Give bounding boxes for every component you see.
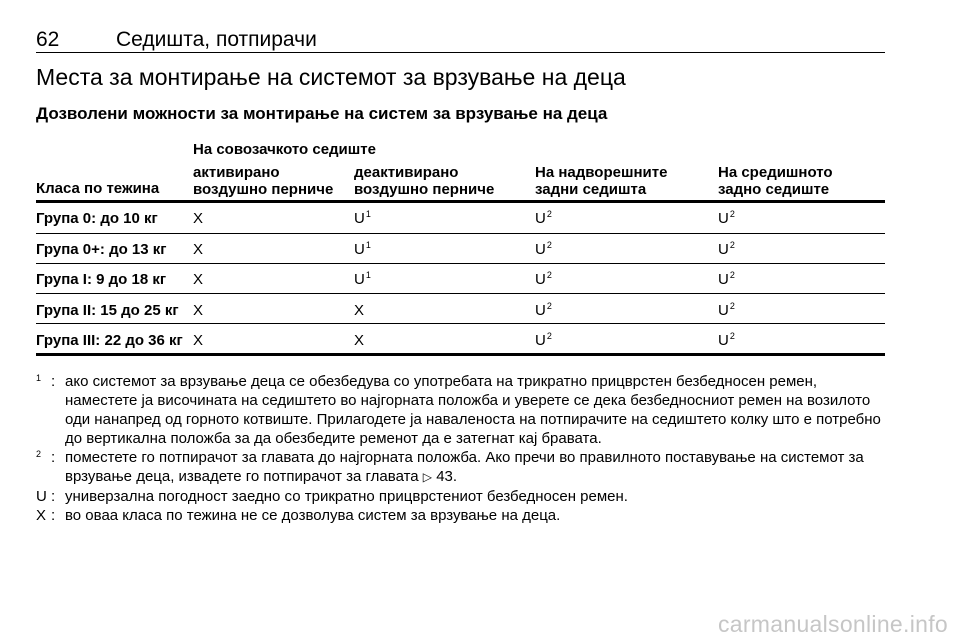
cell-outer-rear: $U^2$ bbox=[535, 331, 552, 349]
row-label: Група 0: до 10 кг bbox=[36, 210, 158, 227]
row-label: Група 0+: до 13 кг bbox=[36, 241, 167, 258]
footnotes bbox=[36, 372, 886, 525]
cell-center-rear: $U^2$ bbox=[718, 209, 735, 227]
cell-airbag-off: $U^1$ bbox=[354, 270, 371, 288]
cell-airbag-off: X bbox=[354, 332, 365, 349]
header-divider bbox=[36, 52, 885, 53]
table-row bbox=[36, 271, 885, 293]
row-divider bbox=[36, 293, 885, 294]
cell-outer-rear: $U^2$ bbox=[535, 301, 552, 319]
cell-airbag-off: X bbox=[354, 302, 365, 319]
table-row bbox=[36, 332, 885, 354]
section-title: Седишта, потпирачи bbox=[116, 28, 317, 51]
table-row bbox=[36, 210, 885, 232]
table-caption: Дозволени можности за монтирање на систем за врзување на деца bbox=[36, 104, 608, 123]
cell-airbag-on: X bbox=[193, 302, 204, 319]
col-header-airbag-off: деактивирано воздушно перниче bbox=[354, 164, 495, 198]
col-header-center-rear: На средишното задно седиште bbox=[718, 164, 833, 198]
seat-group-header: На совозачкото седиште bbox=[193, 141, 376, 158]
row-divider bbox=[36, 323, 885, 324]
page-ref-arrow-icon: ▷ bbox=[422, 470, 433, 484]
table-header-rule bbox=[36, 200, 885, 203]
cell-airbag-off: $U^1$ bbox=[354, 240, 371, 258]
cell-center-rear: $U^2$ bbox=[718, 270, 735, 288]
cell-airbag-on: X bbox=[193, 271, 204, 288]
page-number: 62 bbox=[36, 28, 60, 51]
footnote: $^1$ : ако системот за врзување деца се обезбедува со употребата на трикратно прицврстен безбедносен ремен, наместете ја височината на седиштето во најгорната положба и уверете се дека безбедносниот ремен на возилото оди нанапред од горното котвиште. Прилагодете ја наваленоста на потпирачите на седиштето колку што е потребно до вертикална положба за да обезбедите ременот да е затегнат кај бравата. bbox=[36, 373, 881, 447]
class-header: Класа по тежина bbox=[36, 180, 160, 197]
page-ref-link[interactable]: 43. bbox=[436, 468, 458, 485]
col-header-airbag-on: активирано воздушно перниче bbox=[193, 164, 334, 198]
page-header bbox=[36, 28, 884, 54]
footnote: U : универзална погодност заедно со трикратно прицврстениот безбедносен ремен. bbox=[36, 488, 628, 505]
row-label: Група II: 15 до 25 кг bbox=[36, 302, 179, 319]
cell-airbag-on: X bbox=[193, 241, 204, 258]
footnote: X : во оваа класа по тежина не се дозволува систем за врзување на деца. bbox=[36, 507, 561, 524]
col-header-outer-rear: На надворешните задни седишта bbox=[535, 164, 668, 198]
cell-airbag-on: X bbox=[193, 210, 204, 227]
watermark: carmanualsonline.info bbox=[717, 611, 948, 637]
cell-center-rear: $U^2$ bbox=[718, 240, 735, 258]
cell-outer-rear: $U^2$ bbox=[535, 209, 552, 227]
cell-airbag-on: X bbox=[193, 332, 204, 349]
row-divider bbox=[36, 263, 885, 264]
row-divider bbox=[36, 233, 885, 234]
cell-outer-rear: $U^2$ bbox=[535, 240, 552, 258]
table-bottom-rule bbox=[36, 353, 885, 356]
table-row bbox=[36, 302, 885, 324]
cell-center-rear: $U^2$ bbox=[718, 301, 735, 319]
footnote: $^2$ : поместете го потпирачот за главата до најгорната положба. Ако пречи во правилното поставување на системот за врзување деца, извадете го потпирачот за главата ▷ 43. bbox=[36, 449, 864, 485]
row-label: Група I: 9 до 18 кг bbox=[36, 271, 167, 288]
cell-center-rear: $U^2$ bbox=[718, 331, 735, 349]
page-title: Места за монтирање на системот за врзување на деца bbox=[36, 64, 626, 90]
table-row bbox=[36, 241, 885, 263]
row-label: Група III: 22 до 36 кг bbox=[36, 332, 183, 349]
cell-outer-rear: $U^2$ bbox=[535, 270, 552, 288]
cell-airbag-off: $U^1$ bbox=[354, 209, 371, 227]
